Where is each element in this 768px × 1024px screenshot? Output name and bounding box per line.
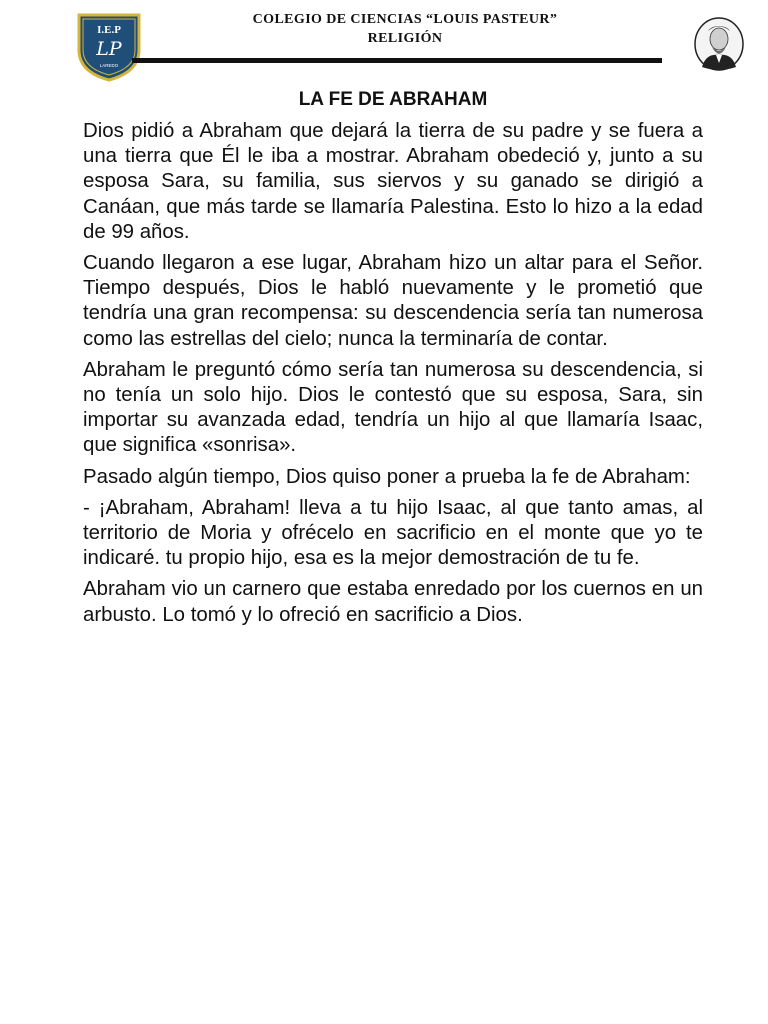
louis-pasteur-portrait-icon [694, 17, 744, 71]
logo-top-text: I.E.P [97, 24, 121, 36]
subject-title: RELIGIÓN [367, 31, 443, 46]
paragraph: Cuando llegaron a ese lugar, Abraham hizo un altar para el Señor. Tiempo después, Dios le habló nuevamente y le prometió que tendría una gran recompensa: su descendencia sería tan numerosa como las estrellas del cielo; nunca la terminaría de contar. [83, 252, 703, 350]
school-shield-logo-icon [76, 12, 142, 82]
paragraph: Abraham le preguntó cómo sería tan numerosa su descendencia, si no tenía un solo hijo. Dios le contestó que su esposa, Sara, sin importar su avanzada edad, tendría un hijo al que llamaría Isaac, que significa «sonrisa». [83, 358, 703, 457]
reading-body [83, 119, 703, 634]
header-rule [132, 58, 662, 63]
logo-bottom-text: LAREDO [99, 63, 119, 68]
paragraph: Abraham vio un carnero que estaba enredado por los cuernos en un arbusto. Lo tomó y lo ofreció en sacrificio a Dios. [83, 578, 703, 626]
paragraph: Dios pidió a Abraham que dejará la tierra de su padre y se fuera a una tierra que Él le iba a mostrar. Abraham obedeció y, junto a su esposa Sara, su familia, sus siervos y su ganado se dirigió a Canáan, que más tarde se llamaría Palestina. Esto lo hizo a la edad de 99 años. [83, 120, 703, 243]
paragraph: Pasado algún tiempo, Dios quiso poner a prueba la fe de Abraham: [83, 465, 691, 488]
page-title: LA FE DE ABRAHAM [298, 89, 488, 110]
paragraph: - ¡Abraham, Abraham! lleva a tu hijo Isaac, al que tanto amas, al territorio de Moria y ofrécelo en sacrificio en el monte que yo te indicaré. tu propio hijo, esa es la mejor demostración de tu fe. [83, 496, 703, 570]
portrait [694, 17, 744, 71]
school-name: COLEGIO DE CIENCIAS “LOUIS PASTEUR” [252, 12, 558, 27]
logo-monogram: LP [96, 38, 122, 60]
school-logo [76, 12, 142, 82]
